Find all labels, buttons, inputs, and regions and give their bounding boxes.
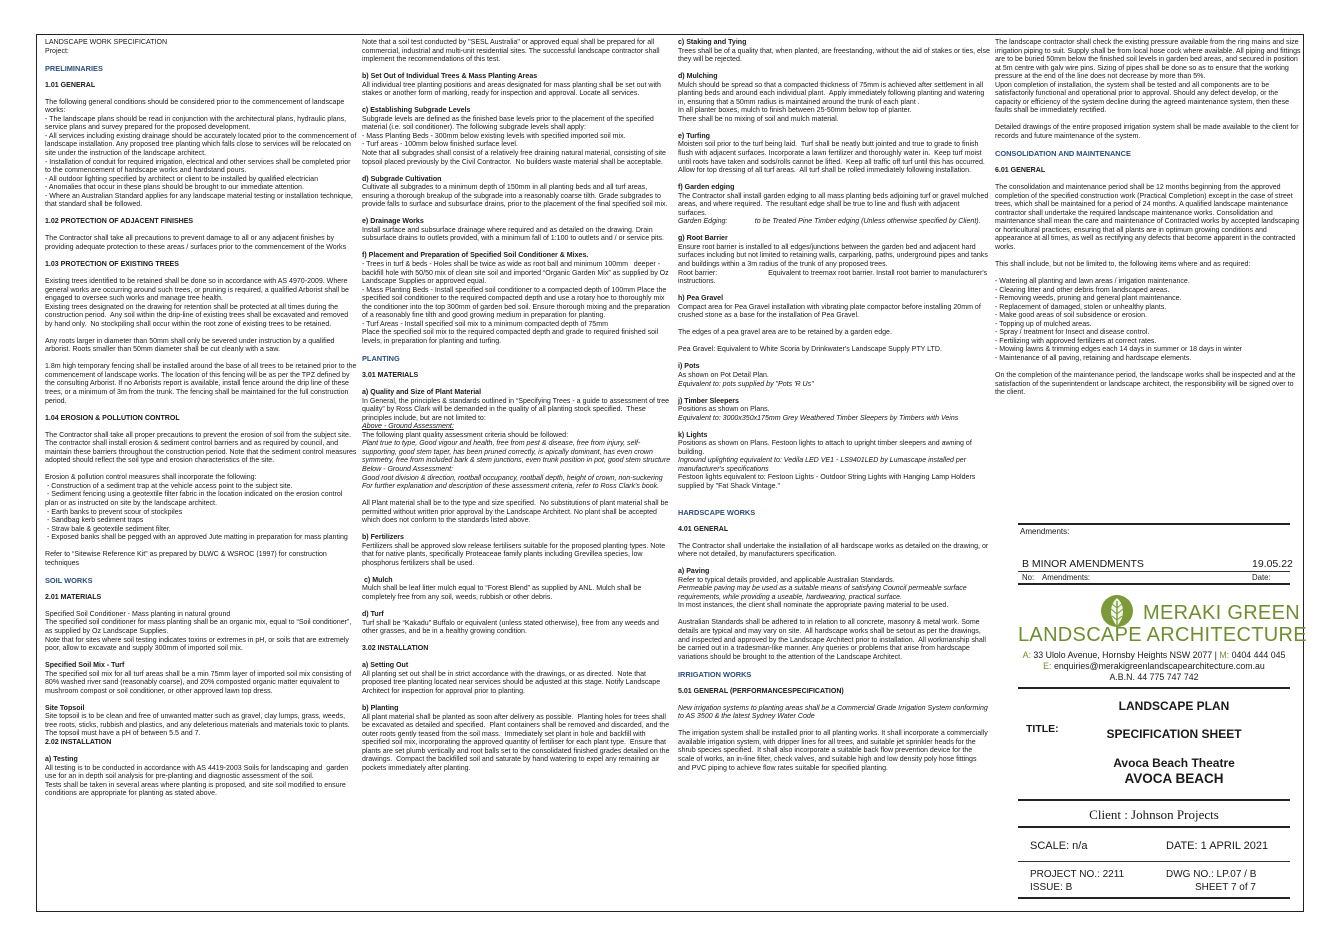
spec-paragraph: - Construction of a sediment trap at the vehicle access point to the subject site. xyxy=(45,482,293,490)
clause-heading: 1.03 PROTECTION OF EXISTING TREES xyxy=(45,260,179,268)
paragraph-gap xyxy=(362,696,674,705)
paragraph-gap xyxy=(362,364,674,373)
drawing-title-1: LANDSCAPE PLAN xyxy=(1118,699,1230,713)
section-heading: IRRIGATION WORKS xyxy=(678,669,752,679)
clause-heading: 5.01 GENERAL (PERFORMANCESPECIFICATION) xyxy=(678,687,844,695)
clause-heading: 6.01 GENERAL xyxy=(995,167,1046,175)
spec-paragraph: In most instances, the client shall nominate the appropriate paving material to be used. xyxy=(678,602,949,610)
clause-heading: d) Subgrade Cultivation xyxy=(362,175,442,183)
spec-paragraph: Install surface and subsurface drainage where required and as detailed on the drawing. Drain subsurface drains to outlets provided, with a minimum fall of 1:100 to outlets and / or service pits. xyxy=(362,226,664,243)
spec-paragraph: Specified Soil Conditioner - Mass planting in natural ground xyxy=(45,610,231,618)
paragraph-gap xyxy=(678,338,990,347)
spec-column-3 xyxy=(678,39,990,773)
spec-paragraph: Existing trees designated on the drawing for retention shall be protected at all times during the construction period. Any soil within the drip-line of existing trees shall be excavated and removed by hand only. No stockpiling shall occur within the root zone of existing trees to be retained. xyxy=(45,303,351,328)
clause-heading: k) Lights xyxy=(678,431,708,439)
amend-col-date: Date: xyxy=(1252,573,1271,582)
paragraph-gap xyxy=(45,696,357,705)
spec-paragraph: The specified soil mix for all turf areas shall be a min 75mm layer of imported soil mix consisting of 80% washed river sand (reasonably coarse), and 20% composted organic matter equivalent to mushroom compost or soil conditioner, or other approved lawn top dress. xyxy=(45,670,354,695)
spec-paragraph: There shall be no mixing of soil and mulch material. xyxy=(678,115,839,123)
spec-paragraph: All plant material shall be planted as soon after delivery as possible. Planting holes for trees shall be excavated as detailed and specified. Plant containers shall be removed and discarded, and the outer roots gently teased from the soil mass. Immediately set plant in hole and backfill with specified soil mix, incorporating the approved quantity of fertiliser for each plant type. Ensure that plants are set plumb vertically and root balls set to the consolidated finished grades detailed on the drawings. Compact the backfilled soil and saturate by hand watering to expel any remaining air pockets immediately after planting. xyxy=(362,713,672,772)
paragraph-gap xyxy=(362,65,674,74)
paragraph-gap xyxy=(45,602,357,611)
paragraph-gap xyxy=(45,654,357,663)
clause-heading: a) Paving xyxy=(678,568,710,576)
spec-paragraph: - Turf Areas - Install specified soil mix to a minimum compacted depth of 75mm xyxy=(362,320,608,328)
paragraph-gap xyxy=(45,329,357,338)
spec-paragraph: Trees shall be of a quality that, when planted, are freestanding, without the aid of stakes or ties, else they will be rejected. xyxy=(678,47,992,64)
spec-paragraph: Above - Ground Assessment: xyxy=(362,423,454,431)
paragraph-gap xyxy=(678,321,990,330)
paragraph-gap xyxy=(45,585,357,594)
paragraph-gap xyxy=(362,637,674,646)
spec-paragraph: Note that for sites where soil testing indicates toxins or extremes in pH, or soils that are extremely poor, allow to excavate and supply 300mm of imported soil mix. xyxy=(45,636,351,653)
paragraph-gap xyxy=(45,466,357,475)
spec-paragraph: All Plant material shall be to the type and size specified. No substitutions of plant material shall be permitted without written prior approval by the Landscape Architect. No plant shall be accepted which does not conform to the standards listed above. xyxy=(362,500,671,525)
paragraph-gap xyxy=(45,543,357,552)
spec-paragraph: Tests shall be taken in several areas where planting is proposed, and site soil modified to ensure conditions are appropriate for planting as stated above. xyxy=(45,781,348,798)
paragraph-gap xyxy=(45,227,357,236)
paragraph-gap xyxy=(678,287,990,296)
spec-paragraph: - Installation of conduit for required irrigation, electrical and other services shall be completed prior to the commencement of hardscape works and hardstand pours. xyxy=(45,158,353,175)
spec-paragraph: LANDSCAPE WORK SPECIFICATION xyxy=(45,39,168,46)
spec-paragraph: The Contractor shall install garden edging to all mass planting beds adjoining turf or gravel mulched areas, and where required. The resultant edge shall be true to line and flush with adjacent surfaces. xyxy=(678,192,991,217)
paragraph-gap xyxy=(995,364,1303,373)
paragraph-gap xyxy=(678,124,990,133)
paragraph-gap xyxy=(362,492,674,501)
spec-paragraph: The Contractor shall take all precautions to prevent damage to all or any adjacent finishes by providing adequate protection to these areas / surfaces prior to the commencement of the Works xyxy=(45,235,347,251)
spec-paragraph: Site topsoil is to be clean and free of unwanted matter such as gravel, clay lumps, grass, weeds, tree roots, sticks, rubbish and plastics, and any deleterious materials and materials toxic to plants. The topsoil must have a pH of between 5.5 and 7. xyxy=(45,713,352,738)
clause-heading: d) Turf xyxy=(362,611,384,619)
paragraph-gap xyxy=(678,65,990,74)
paragraph-gap xyxy=(362,526,674,535)
paragraph-gap xyxy=(45,210,357,219)
company-name-line1: MERAKI GREEN xyxy=(1143,602,1300,624)
issue-value: ISSUE: B xyxy=(1030,882,1073,893)
spec-paragraph: - Maintenance of all paving, retaining and hardscape elements. xyxy=(995,354,1192,362)
paragraph-gap xyxy=(45,748,357,757)
spec-paragraph: Plant true to type, Good vigour and health, free from pest & disease, free from injury, self-supporting, good stem taper, has been pruned correctly, is apically dominant, has even crown symmetry, free from included bark & stem junctions, even trunk position in pot, good stem structure Below - Ground Assessment: xyxy=(362,440,673,473)
spec-paragraph: Festoon lights equivalent to: Festoon Lights - Outdoor String Lights with Hanging Lamp Holders supplied by "Fat Shack Vintage." xyxy=(678,474,978,490)
paragraph-gap xyxy=(362,167,674,176)
spec-paragraph: Positions as shown on Plans. Festoon lights to attach to upright timber sleepers and awning of building. xyxy=(678,440,974,456)
spec-paragraph: The following general conditions should be considered prior to the commencement of landscape works: xyxy=(45,98,347,115)
date-value: DATE: 1 APRIL 2021 xyxy=(1166,840,1269,852)
clause-heading: c) Mulch xyxy=(362,576,393,584)
drawing-title-2: SPECIFICATION SHEET xyxy=(1106,727,1242,741)
paragraph-gap xyxy=(45,252,357,261)
spec-paragraph: Inground uplighting equivalent to: Vedila LED VE1 - LS9401LED by Lumascape installed per manufacturer's specifications xyxy=(678,457,969,473)
spec-paragraph: Any roots larger in diameter than 50mm shall only be severed under instruction by a qualified arborist. Roots smaller than 50mm diameter shall be cut cleanly with a saw. xyxy=(45,337,337,354)
paragraph-gap xyxy=(362,603,674,612)
paragraph-gap xyxy=(995,116,1303,125)
amendments-label: Amendments: xyxy=(1020,527,1070,536)
paragraph-gap xyxy=(45,355,357,364)
clause-heading: 3.02 INSTALLATION xyxy=(362,645,429,653)
spec-paragraph: - Replacement of damaged, stolen or unhealthy plants. xyxy=(995,303,1167,311)
paragraph-gap xyxy=(678,355,990,364)
spec-paragraph: Existing trees identified to be retained shall be done so in accordance with AS 4970-2009. Where general works are occurring around such trees, or pruning is required, a qualified Arborist shall be engaged to oversee such works and manage tree health. xyxy=(45,277,351,303)
clause-heading: 3.01 MATERIALS xyxy=(362,372,419,379)
spec-paragraph: Fertilizers shall be approved slow release fertilisers suitable for the proposed planting types. Note that for native plants, specifically Proteaceae family plants including Grevillea species, low phosphorus fertilizers shall be used. xyxy=(362,542,668,567)
clause-heading: b) Fertilizers xyxy=(362,534,404,542)
paragraph-gap xyxy=(678,679,990,688)
amendment-entry: B MINOR AMENDMENTS xyxy=(1022,558,1144,570)
clause-heading: c) Establishing Subgrade Levels xyxy=(362,107,471,115)
paragraph-gap xyxy=(678,389,990,398)
spec-paragraph: - Mass Planting Beds - Install specified soil conditioner to a compacted depth of 100mm Place the specified soil conditioner to the required compacted depth and use a rotary hoe to thoroughly mix the conditioner into the top 300mm of garden bed soil. Ensure thorough mixing and the preparation of a reasonably fine tilth and good growing medium in preparation for planting. xyxy=(362,286,672,320)
paragraph-gap xyxy=(362,244,674,253)
spec-column-4 xyxy=(995,39,1303,398)
section-heading: PLANTING xyxy=(362,353,400,363)
spec-paragraph: - Watering all planting and lawn areas / irrigation maintenance. xyxy=(995,278,1190,286)
paragraph-gap xyxy=(45,406,357,415)
clause-heading: f) Garden edging xyxy=(678,184,735,192)
spec-paragraph: Detailed drawings of the entire proposed irrigation system shall be made available to the client for records and future maintenance of the system. xyxy=(995,124,1301,140)
spec-paragraph: Refer to “Sitewise Reference Kit” as prepared by DLWC & WSROC (1997) for construction techniques xyxy=(45,551,329,567)
paragraph-gap xyxy=(678,176,990,185)
paragraph-gap xyxy=(995,159,1303,168)
paragraph-gap xyxy=(362,381,674,390)
clause-heading: a) Testing xyxy=(45,756,78,764)
sheet-number: SHEET 7 of 7 xyxy=(1195,882,1256,893)
paragraph-gap xyxy=(45,90,357,99)
scale-value: SCALE: n/a xyxy=(1030,840,1088,852)
spec-paragraph: - Sediment fencing using a geotextile filter fabric in the location indicated on the erosion control plan or as instructed on site by the landscape architect. xyxy=(45,491,345,507)
company-email: enquiries@merakigreenlandscapearchitecture.com.au xyxy=(1053,661,1265,671)
spec-paragraph: - The landscape plans should be read in conjunction with the architectural plans, hydraulic plans, service plans and survey prepared for the proposed development. xyxy=(45,115,349,132)
spec-paragraph: Note that all subgrades shall consist of a relatively free draining natural material, consisting of site topsoil placed previously by the Civil Contractor. No builders waste material shall be acceptable. xyxy=(362,150,668,166)
section-heading: PRELIMINARIES xyxy=(45,63,103,73)
section-heading: CONSOLIDATION AND MAINTENANCE xyxy=(995,149,1131,159)
spec-paragraph: - Earth banks to prevent scour of stockpiles xyxy=(45,508,183,516)
spec-paragraph: Pea Gravel: Equivalent to White Scoria by Drinkwater's Landscape Supply PTY LTD. xyxy=(678,346,942,354)
section-heading: HARDSCAPE WORKS xyxy=(678,507,756,517)
paragraph-gap xyxy=(995,176,1303,185)
spec-paragraph: In all planter boxes, mulch to finish between 25-50mm below top of planter. xyxy=(678,107,912,115)
paragraph-gap xyxy=(362,568,674,577)
paragraph-gap xyxy=(678,492,990,501)
paragraph-gap xyxy=(45,73,357,82)
spec-column-1 xyxy=(45,39,357,799)
spec-paragraph: Moisten soil prior to the turf being laid. Turf shall be neatly butt jointed and true to grade to finish flush with adjacent surfaces. Incorporate a lawn fertilizer and thoroughly water in. Keep turf moist until roots have taken and sods/rolls cannot be lifted. Keep all traffic off turf until this has occurred. Allow for top dressing of all turf areas. All turf shall be rolled immediately following installation. xyxy=(678,141,989,175)
drawing-sheet xyxy=(36,34,1307,912)
spec-paragraph: Equivalent to: pots supplied by "Pots 'R Us" xyxy=(678,380,814,388)
company-abn: A.B.N. 44 775 747 742 xyxy=(1109,672,1199,682)
spec-paragraph: Permeable paving may be used as a suitable means of satisfying Council permeable surface requirements, while providing a useable, hardwearing, practical surface. xyxy=(678,585,969,601)
paragraph-gap xyxy=(362,346,674,355)
spec-paragraph: Root barrier: Equivalent to treemax root barrier. Install root barrier to manufacturer's instructions. xyxy=(678,269,990,286)
clause-heading: 1.04 EROSION & POLLUTION CONTROL xyxy=(45,414,180,422)
clause-heading: e) Turfing xyxy=(678,132,710,140)
paragraph-gap xyxy=(678,423,990,432)
drawing-number: DWG NO.: LP.07 / B xyxy=(1166,869,1257,880)
paragraph-gap xyxy=(678,611,990,620)
amend-col-no: No: xyxy=(1022,573,1035,582)
spec-paragraph: The Contractor shall undertake the installation of all hardscape works as detailed on the drawing, or where not detailed, by manufacturers specification. xyxy=(678,542,991,559)
spec-paragraph: Australian Standards shall be adhered to in relation to all concrete, masonry & metal work. Some details are typical and may vary on site. All hardscape works shall be setout as per the drawings, and inspected and approved by the Landscape Architect prior to installation. All workmanship shall be carried out in a tradesman-like manner. Any queries or problems that arise from hardscape variations should be brought to the attention of the Landscape Architect. xyxy=(678,619,988,661)
spec-paragraph: Cultivate all subgrades to a minimum depth of 150mm in all planting beds and all turf areas, ensuring a thorough breakup of the subgrade into a reasonably coarse tilth. Grade subgrades to provide falls to surface and subsurface drains, prior to the placement of the final specified soil mix. xyxy=(362,184,668,209)
spec-paragraph: - Topping up of mulched areas. xyxy=(995,320,1092,328)
spec-paragraph: The landscape contractor shall check the existing pressure available from the ring mains and size irrigation piping to suit. Supply shall be from local hose cock where available. All piping and fittings are to be buried 50mm below the finished soil levels in garden bed areas, and secured in position at 5m centre with galv wire pins. Sizing of pipes shall be done so as to ensure that the working pressure at the end of the line does not decrease by more than 5%. xyxy=(995,39,1303,81)
spec-paragraph: All individual tree planting positions and areas designated for mass planting shall be set out with stakes or another form of marking, ready for inspection and approval. Locate all services. xyxy=(362,81,663,98)
spec-paragraph: The Contractor shall take all proper precautions to prevent the erosion of soil from the subject site. The contractor shall install erosion & sediment control barriers and as required by council, and maintain these barriers throughout the construction period. Note that the sediment control measures adopted should reflect the soil type and erosion characteristics of the site. xyxy=(45,431,359,465)
spec-paragraph: - All outdoor lighting specified by architect or client to be installed by qualified electrician xyxy=(45,175,319,183)
project-location: AVOCA BEACH xyxy=(1124,771,1224,786)
spec-paragraph: Garden Edging: to be Treated Pine Timber edging (Unless otherwise specified by Client). xyxy=(678,218,981,226)
spec-paragraph: Positions as shown on Plans. xyxy=(678,406,770,414)
spec-paragraph: - Clearing litter and other debris from landscaped areas. xyxy=(995,286,1170,294)
spec-paragraph: - Sandbag kerb sediment traps xyxy=(45,517,144,525)
spec-paragraph: Good root division & direction, rootball occupancy, rootball depth, height of crown, non-suckering For further explanation and description of these assessment criteria, refer to Ross Clark's book. xyxy=(362,474,665,491)
spec-paragraph: - Spray / treatment for Insect and disease control. xyxy=(995,329,1150,337)
spec-paragraph: - Exposed banks shall be pegged with an approved Jute matting in preparation for mass planting xyxy=(45,534,348,542)
spec-paragraph: Erosion & pollution control measures shall incorporate the following: xyxy=(45,474,257,482)
paragraph-gap xyxy=(995,252,1303,261)
title-label: TITLE: xyxy=(1026,723,1059,735)
spec-paragraph: - Mowing lawns & trimming edges each 14 days in summer or 18 days in winter xyxy=(995,346,1243,354)
spec-paragraph: The irrigation system shall be installed prior to all planting works. It shall incorporate a commercially available irrigation system, with dripper lines for all trees, and suitable jet sprinkler heads for the shrub species specified. It shall also incorporate a suitable back flow prevention device for the scale of works, an in-line filter, check valves, and suitable high and low density poly hose fittings and PVC piping to achieve flow rates suitable for specified planting. xyxy=(678,730,990,772)
spec-paragraph: Mulch shall be leaf litter mulch equal to “Forest Blend” as supplied by ANL. Mulch shall be completely free from any soil, weeds, rubbish or other debris. xyxy=(362,585,644,602)
paragraph-gap xyxy=(362,210,674,219)
clause-heading: e) Drainage Works xyxy=(362,218,424,226)
clause-heading: a) Quality and Size of Plant Material xyxy=(362,389,482,397)
paragraph-gap xyxy=(45,269,357,278)
company-address-line: A: 33 Ulolo Avenue, Hornsby Heights NSW 2077 | M: 0404 444 045 xyxy=(1022,650,1286,660)
spec-paragraph: Turf shall be “Kakadu” Buffalo or equivalent (unless stated otherwise), free from any weeds and other grasses, and be in a healthy growing condition. xyxy=(362,619,661,636)
paragraph-gap xyxy=(995,270,1303,279)
spec-paragraph: Compact area for Pea Gravel installation with vibrating plate compactor before installing 20mm of crushed stone as a base for the installation of Pea Gravel. xyxy=(678,303,983,320)
company-email-line: E: enquiries@merakigreenlandscapearchitecture.com.au xyxy=(1043,661,1265,671)
clause-heading: c) Staking and Tying xyxy=(678,39,747,46)
clause-heading: j) Timber Sleepers xyxy=(678,397,739,405)
spec-paragraph: - Turf areas - 100mm below finished surface level. xyxy=(362,141,518,149)
company-mobile: 0404 444 045 xyxy=(1231,650,1286,660)
spec-paragraph: This shall include, but not be limited to, the following items where and as required: xyxy=(995,260,1251,268)
section-heading: SOIL WORKS xyxy=(45,575,93,585)
spec-paragraph: Equivalent to: 3000x350x175mm Grey Weathered Timber Sleepers by Timbers with Veins xyxy=(678,414,959,422)
clause-heading: 4.01 GENERAL xyxy=(678,525,729,533)
spec-paragraph: The specified soil conditioner for mass planting shall be an organic mix, equal to “Soil conditioner”, as supplied by Oz Landscape Supplies. xyxy=(45,619,354,635)
spec-paragraph: - Where an Australian Standard applies for any landscape material testing or installation technique, that standard shall be followed. xyxy=(45,192,355,209)
spec-paragraph: Refer to typical details provided, and applicable Australian Standards. xyxy=(678,576,895,584)
spec-paragraph: Project: xyxy=(45,47,69,55)
paragraph-gap xyxy=(362,99,674,108)
clause-heading: i) Pots xyxy=(678,363,700,371)
paragraph-gap xyxy=(678,696,990,705)
spec-paragraph: Note that a soil test conducted by "SESL Australia" or approved equal shall be prepared for all commercial, industrial and multi-unit residential sites. The successful landscape contractor shall implement the recommendations of this test. xyxy=(362,39,662,64)
clause-heading: 1.01 GENERAL xyxy=(45,81,96,89)
spec-paragraph: All planting set out shall be in strict accordance with the drawings, or as directed. Note that proposed tree planting located near services should be adjusted at this stage. Notify Landscape Architect for inspection for approval prior to planting. xyxy=(362,670,662,695)
spec-column-2 xyxy=(362,39,674,773)
spec-paragraph: Ensure root barrier is installed to all edges/junctions between the garden bed and adjacent hard surfaces including but not limited to retaining walls, carparking, paths, underground pipes and tanks and buildings within a 3m radius of the trunk of any proposed trees. xyxy=(678,243,990,269)
spec-paragraph: - Straw bale & geotextile sediment filter. xyxy=(45,525,171,533)
spec-paragraph: As shown on Pot Detail Plan. xyxy=(678,371,769,379)
spec-paragraph: New irrigation systems to planting areas shall be a Commercial Grade Irrigation System conforming to AS 3500 & the latest Sydney Water Code xyxy=(678,704,990,721)
amend-col-amendments: Amendments: xyxy=(1042,573,1091,582)
spec-paragraph: - Removing weeds, pruning and general plant maintenance. xyxy=(995,295,1182,303)
spec-paragraph: Upon completion of installation, the system shall be tested and all components are to be satisfactorily functional and operational prior to approval. Should any defect develop, or the capacity or efficiency of the system decline during the agreed maintenance system, then these faults shall be immediately rectified. xyxy=(995,81,1292,115)
spec-paragraph: The following plant quality assessment criteria should be followed: xyxy=(362,431,569,439)
clause-heading: 2.02 INSTALLATION xyxy=(45,739,112,746)
paragraph-gap xyxy=(678,517,990,526)
spec-paragraph: - Make good areas of soil subsidence or erosion. xyxy=(995,312,1147,320)
spec-paragraph: - Fertilizing with approved fertilizers at correct rates. xyxy=(995,337,1157,345)
clause-heading: g) Root Barrier xyxy=(678,235,728,243)
spec-paragraph: 1.8m high temporary fencing shall be installed around the base of all trees to be retained prior to the commencement of landscape works. The location of this fencing will be as per the TPZ defined by the consulting Arborist. If no Arborists report is available, install fence around the drip line of these trees, or a minimum of 3m from the trunk. The fencing shall be maintained for the full construction period. xyxy=(45,363,359,405)
project-number: PROJECT NO.: 2211 xyxy=(1030,869,1125,880)
spec-paragraph: The consolidation and maintenance period shall be 12 months beginning from the approved completion of the specified construction work (Practical Completion) except in the case of street trees, which shall be maintained for a period of 24 months. A qualified landscape maintenance contractor shall undertake the required landscape maintenance works. Consolidation and maintenance shall mean the care and maintenance of Contracted works by accepted landscaping or horticultural practices, ensuring that all plants are in optimum growing conditions and appearance at all times, as well as rectifying any defects that become apparent in the contracted works. xyxy=(995,184,1301,251)
spec-paragraph: In General, the principles & standards outlined in “Specifying Trees - a guide to assessment of tree quality” by Ross Clark will be demanded in the quality of all planting stock specified. These principles include, but are not limited to: xyxy=(362,397,672,422)
spec-paragraph: Mulch should be spread so that a compacted thickness of 75mm is achieved after settlement in all planting beds and around each individual plant. Apply immediately following planting and watering in, ensuring that a 50mm radius is maintained around the trunk of each plant . xyxy=(678,81,987,106)
clause-heading: f) Placement and Preparation of Specified Soil Conditioner & Mixes. xyxy=(362,252,589,260)
paragraph-gap xyxy=(678,534,990,543)
spec-paragraph: - All services including existing drainage should be accurately located prior to the commencement of landscape installation. Any proposed tree planting which falls close to services will be relocated on site under the instruction of the landscape architect. xyxy=(45,132,359,157)
company-name-line2: LANDSCAPE ARCHITECTURE xyxy=(1018,624,1307,646)
spec-paragraph: Place the specified soil mix to the required compacted depth and grade to required finished soil levels, in preparation for planting and turfing. xyxy=(362,329,661,345)
clause-heading: b) Set Out of Individual Trees & Mass Planting Areas xyxy=(362,73,538,81)
spec-paragraph: All testing is to be conducted in accordance with AS 4419-2003 Soils for landscaping and garden use for an in depth soil analysis for pre-planting and diagnostic assessment of the soil. xyxy=(45,764,351,781)
spec-paragraph: - Anomalies that occur in these plans should be brought to our immediate attention. xyxy=(45,184,304,192)
spec-paragraph: - Mass Planting Beds - 300mm below existing levels with specified imported soil mix. xyxy=(362,132,626,140)
clause-heading: Specified Soil Mix - Turf xyxy=(45,662,125,670)
clause-heading: 2.01 MATERIALS xyxy=(45,593,102,601)
paragraph-gap xyxy=(45,423,357,432)
clause-heading: Site Topsoil xyxy=(45,704,85,712)
clause-heading: 1.02 PROTECTION OF ADJACENT FINISHES xyxy=(45,218,194,226)
paragraph-gap xyxy=(362,654,674,663)
spec-paragraph: - Trees in turf & beds - Holes shall be twice as wide as root ball and minimum 100mm deeper - backfill hole with 50/50 mix of clean site soil and imported “Organic Garden Mix” as supplied by Oz Landscape Supplies or approved equal. xyxy=(362,260,671,286)
amendment-date: 19.05.22 xyxy=(1252,558,1293,570)
client-name: Client : Johnson Projects xyxy=(1089,807,1219,822)
clause-heading: d) Mulching xyxy=(678,73,718,81)
clause-heading: a) Setting Out xyxy=(362,662,409,670)
paragraph-gap xyxy=(678,227,990,236)
paragraph-gap xyxy=(678,560,990,569)
project-name: Avoca Beach Theatre xyxy=(1113,756,1235,770)
company-address: 33 Ulolo Avenue, Hornsby Heights NSW 2077 xyxy=(1033,650,1213,660)
clause-heading: b) Planting xyxy=(362,704,399,712)
spec-paragraph: On the completion of the maintenance period, the landscape works shall be inspected and at the satisfaction of the superintendent or landscape architect, the responsibility will be signed over to the client. xyxy=(995,372,1298,397)
clause-heading: h) Pea Gravel xyxy=(678,295,724,303)
paragraph-gap xyxy=(678,722,990,731)
spec-paragraph: The edges of a pea gravel area are to be retained by a garden edge. xyxy=(678,329,892,337)
spec-paragraph: Subgrade levels are defined as the finished base levels prior to the placement of the specified material (i.e. soil conditioner). The following subgrade levels shall apply: xyxy=(362,115,656,132)
